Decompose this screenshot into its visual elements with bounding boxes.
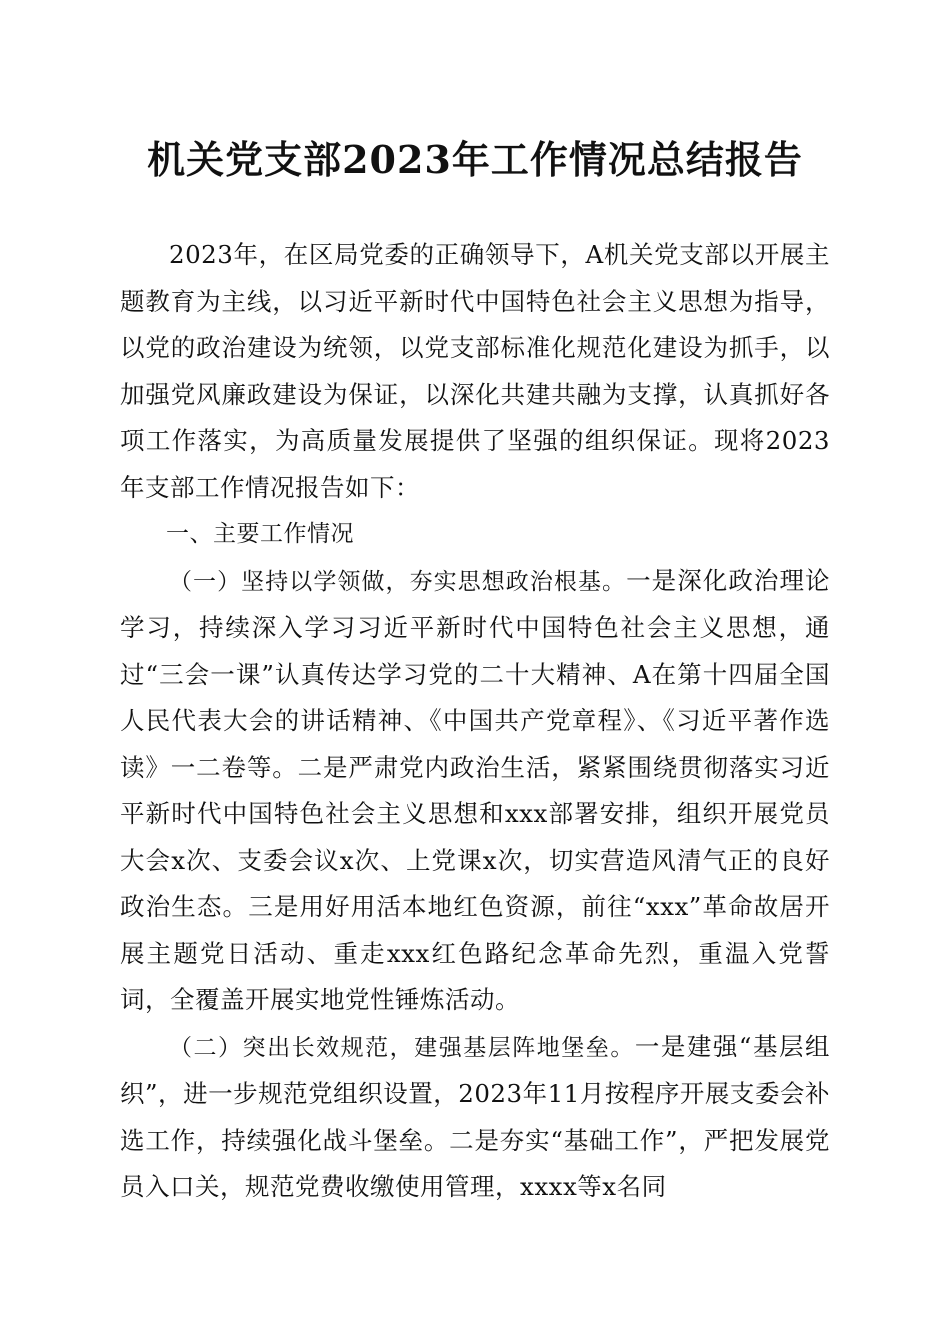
section-heading: 一、主要工作情况 (166, 521, 354, 547)
subsection-1-text: 一是深化政治理论学习，持续深入学习习近平新时代中国特色社会主义思想，通过“三会一课”认真传达学习党的二十大精神、A在第十四届全国人民代表大会的讲话精神、《中国共产党章程》、《习近平著作选读》一二卷等。二是严肃党内政治生活，紧紧围绕贯彻落实习近平新时代中国特色社会主义思想和xxx部署安排，组织开展党员大会x次、支委会议x次、上党课x次，切实营造风清气正的良好政治生态。三是用好用活本地红色资源，前往“xxx”革命故居开展主题党日活动、重走xxx红色路纪念革命先烈，重温入党誓词，全覆盖开展实地党性锤炼活动。 (120, 565, 831, 1014)
document-body (120, 232, 830, 1211)
subsection-1-heading: （一）坚持以学领做，夯实思想政治根基。 (169, 568, 627, 595)
subsection-1-paragraph (120, 558, 830, 1024)
document-title: 机关党支部2023年工作情况总结报告 (147, 137, 803, 182)
intro-paragraph: 2023年，在区局党委的正确领导下，A机关党支部以开展主题教育为主线，以习近平新时代中国特色社会主义思想为指导，以党的政治建设为统领，以党支部标准化规范化建设为抓手，以加强党风廉政建设为保证，以深化共建共融为支撑，认真抓好各项工作落实，为高质量发展提供了坚强的组织保证。现将2023年支部工作情况报告如下： (120, 240, 830, 502)
subsection-2-paragraph (120, 1024, 830, 1211)
subsection-2-heading: （二）突出长效规范，建强基层阵地堡垒。 (169, 1034, 635, 1061)
subsection-2-text: 一是建强“基层组织”，进一步规范党组织设置，2023年11月按程序开展支委会补选工作，持续强化战斗堡垒。二是夯实“基础工作”，严把发展党员入口关，规范党费收缴使用管理，xxxx等x名同 (120, 1031, 830, 1201)
